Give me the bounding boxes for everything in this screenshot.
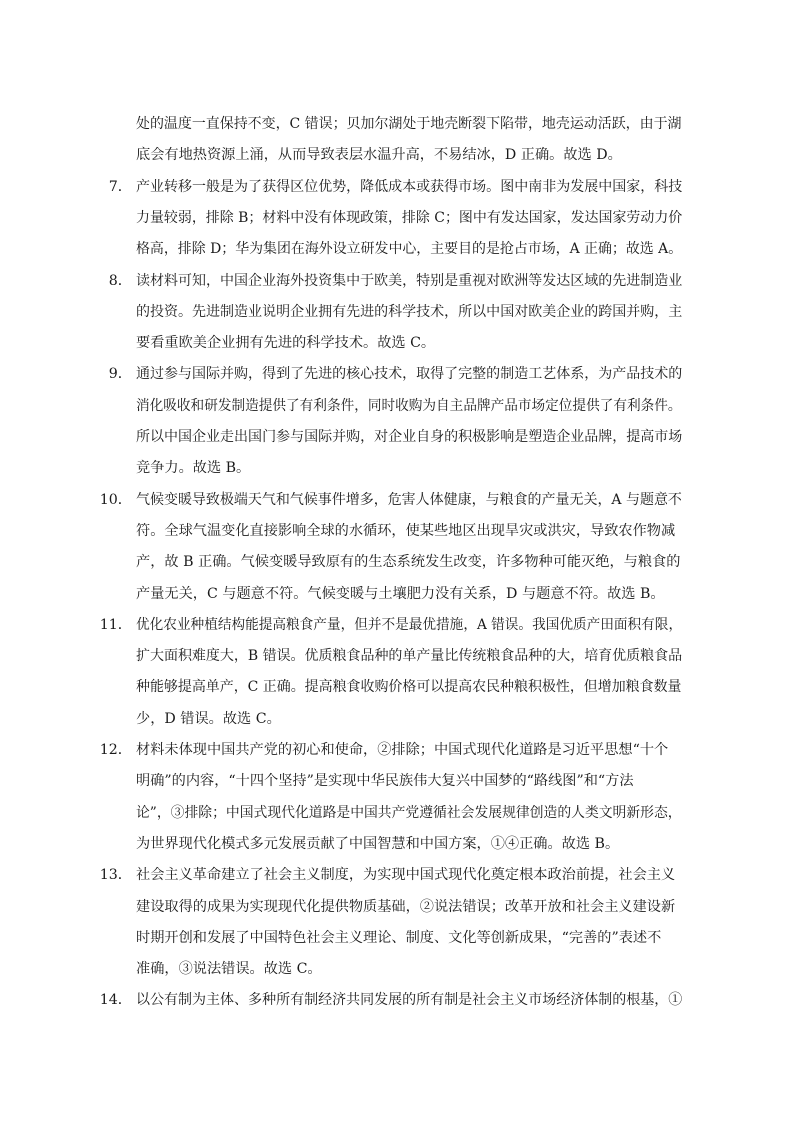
answer-text-line: 竞争力。故选 B。 xyxy=(136,460,251,477)
answer-text-line: 为世界现代化模式多元发展贡献了中国智慧和中国方案，①④正确。故选 B。 xyxy=(136,835,620,852)
item-number: 7． xyxy=(108,178,132,195)
answer-text-line: 处的温度一直保持不变，C 错误；贝加尔湖处于地壳断裂下陷带，地壳运动活跃，由于湖 xyxy=(136,116,682,132)
answer-text-line: 论”，③排除；中国式现代化道路是中国共产党遵循社会发展规律创造的人类文明新形态， xyxy=(136,804,682,821)
answer-text-line: 读材料可知，中国企业海外投资集中于欧美，特别是重视对欧洲等发达区域的先进制造业 xyxy=(136,272,683,289)
item-number: 14． xyxy=(99,992,132,1009)
answer-text-line: 准确，③说法错误。故选 C。 xyxy=(136,961,322,978)
answer-text-line: 明确”的内容，“十四个坚持”是实现中华民族伟大复兴中国梦的“路线图”和“方法 xyxy=(136,773,634,790)
answer-text-line: 格高，排除 D；华为集团在海外设立研发中心，主要目的是抢占市场，A 正确；故选 A。 xyxy=(136,241,683,258)
item-number: 12． xyxy=(99,742,132,758)
answer-text-line: 少，D 错误。故选 C。 xyxy=(136,710,281,727)
item-number: 13． xyxy=(99,867,132,884)
item-number: 8． xyxy=(108,272,132,289)
item-number: 11． xyxy=(99,616,132,633)
answer-text-line: 产业转移一般是为了获得区位优势，降低成本或获得市场。图中南非为发展中国家，科技 xyxy=(136,178,683,195)
item-number: 10． xyxy=(99,491,132,508)
answer-text-line: 底会有地热资源上涌，从而导致表层水温升高，不易结冰，D 正确。故选 D。 xyxy=(136,147,622,164)
answer-text-line: 产，故 B 正确。气候变暖导致原有的生态系统发生改变，许多物种可能灭绝，与粮食的 xyxy=(136,554,681,571)
answer-text-line: 通过参与国际并购，得到了先进的核心技术，取得了完整的制造工艺体系，为产品技术的 xyxy=(136,366,683,383)
answer-text-line: 优化农业种植结构能提高粮食产量，但并不是最优措施，A 错误。我国优质产田面积有限， xyxy=(136,616,683,633)
answer-text-line: 社会主义革命建立了社会主义制度，为实现中国式现代化奠定根本政治前提，社会主义 xyxy=(136,867,676,884)
answer-text-line: 种能够提高单产，C 正确。提高粮食收购价格可以提高农民种粮积极性，但增加粮食数量 xyxy=(136,679,682,696)
answer-text-line: 气候变暖导致极端天气和气候事件增多，危害人体健康，与粮食的产量无关，A 与题意不 xyxy=(136,491,682,508)
answer-text-line: 所以中国企业走出国门参与国际并购，对企业自身的积极影响是塑造企业品牌，提高市场 xyxy=(136,429,683,445)
answer-text-line: 消化吸收和研发制造提供了有利条件，同时收购为自主品牌产品市场定位提供了有利条件。 xyxy=(136,397,682,414)
answer-text-line: 以公有制为主体、多种所有制经济共同发展的所有制是社会主义市场经济体制的根基，① xyxy=(136,992,683,1009)
answer-text-line: 符。全球气温变化直接影响全球的水循环，使某些地区出现旱灾或洪灾，导致农作物减 xyxy=(136,522,676,539)
answer-text-line: 时期开创和发展了中国特色社会主义理论、制度、文化等创新成果，“完善的”表述不 xyxy=(136,929,662,946)
answer-text-line: 要看重欧美企业拥有先进的科学技术。故选 C。 xyxy=(136,335,436,352)
answer-text-line: 的投资。先进制造业说明企业拥有先进的科学技术，所以中国对欧美企业的跨国并购，主 xyxy=(136,303,683,320)
answer-text-line: 力量较弱，排除 B；材料中没有体现政策，排除 C；图中有发达国家，发达国家劳动力价 xyxy=(136,209,683,226)
answer-text-line: 建设取得的成果为实现现代化提供物质基础，②说法错误；改革开放和社会主义建设新 xyxy=(136,898,676,915)
answer-text-line: 扩大面积难度大，B 错误。优质粮食品种的单产量比传统粮食品种的大，培育优质粮食品 xyxy=(136,648,683,665)
answer-text-line: 产量无关，C 与题意不符。气候变暖与土壤肥力没有关系，D 与题意不符。故选 B。 xyxy=(136,585,665,602)
answer-text-line: 材料未体现中国共产党的初心和使命，②排除；中国式现代化道路是习近平思想“十个 xyxy=(136,742,669,758)
item-number: 9． xyxy=(108,366,132,383)
